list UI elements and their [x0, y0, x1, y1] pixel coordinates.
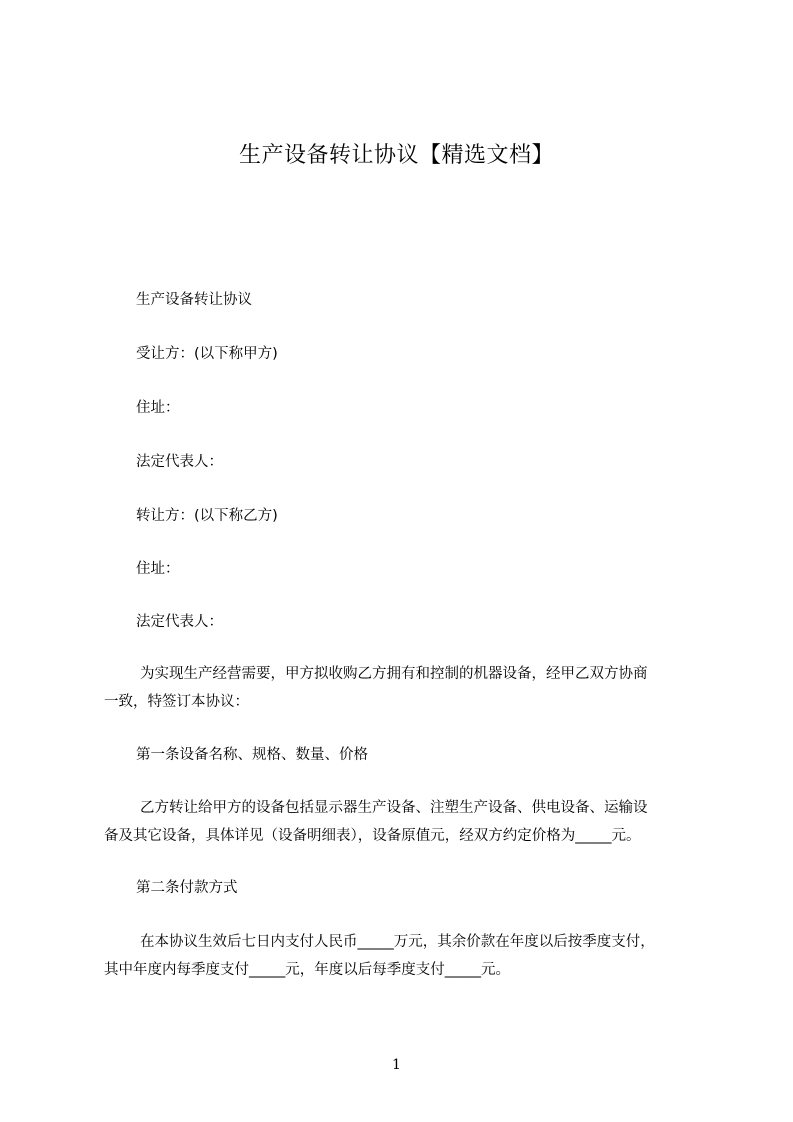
transferor-label: 转让方：(以下称乙方): [136, 508, 278, 524]
intro-line-2: 一致，特签订本协议：: [104, 694, 249, 710]
transferee-label: 受让方：(以下称甲方): [136, 346, 278, 362]
article-1-body-line-1: 乙方转让给甲方的设备包括显示器生产设备、注塑生产设备、供电设备、运输设: [140, 800, 648, 816]
article-2-body-line-1: 在本协议生效后七日内支付人民币_____万元，其余价款在年度以后按季度支付，: [140, 934, 655, 950]
article-2-body-line-2: 其中年度内每季度支付_____元，年度以后每季度支付_____元。: [104, 962, 510, 978]
page-number: 1: [392, 1057, 401, 1073]
document-title: 生产设备转让协议【精选文档】: [238, 143, 554, 168]
transferee-address: 住址：: [136, 400, 180, 416]
agreement-name: 生产设备转让协议: [136, 292, 252, 308]
transferee-representative: 法定代表人：: [136, 454, 223, 470]
article-1-heading: 第一条设备名称、规格、数量、价格: [136, 747, 368, 763]
intro-line-1: 为实现生产经营需要，甲方拟收购乙方拥有和控制的机器设备，经甲乙双方协商: [140, 666, 648, 682]
transferor-representative: 法定代表人：: [136, 614, 223, 630]
article-2-heading: 第二条付款方式: [136, 880, 238, 896]
transferor-address: 住址：: [136, 561, 180, 577]
article-1-body-line-2: 备及其它设备，具体详见（设备明细表），设备原值元，经双方约定价格为_____元。: [104, 828, 641, 844]
